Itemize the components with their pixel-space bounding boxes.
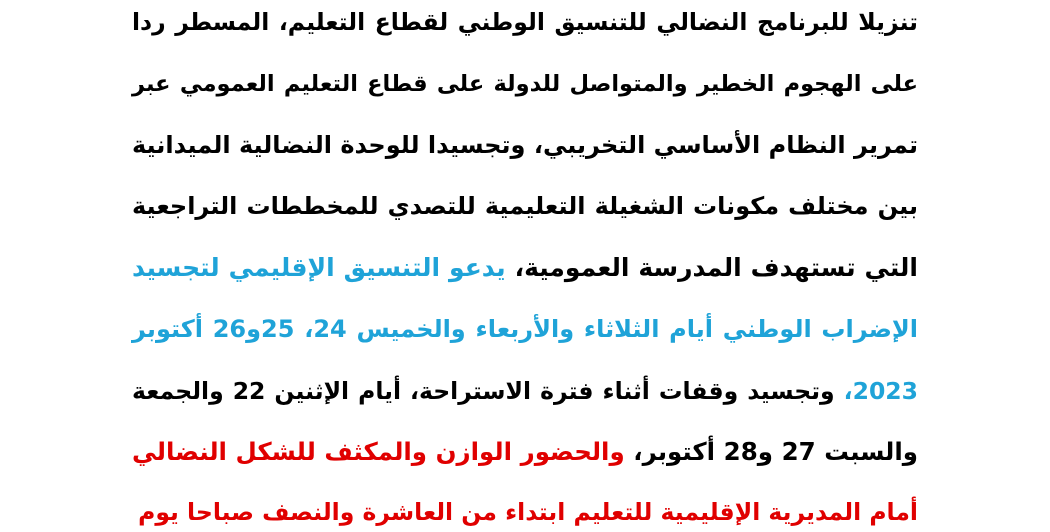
text-segment-highlight: الإضراب الوطني أيام الثلاثاء والأربعاء والخميس 24، 25و26 أكتوبر — [132, 315, 918, 343]
text-segment: تنزيلا للبرنامج النضالي للتنسيق الوطني لقطاع التعليم، المسطر ردا — [132, 8, 918, 36]
paragraph-line — [132, 248, 918, 288]
text-segment-highlight: يدعو التنسيق الإقليمي لتجسيد — [132, 253, 506, 282]
paragraph-line — [132, 125, 918, 165]
paragraph-line — [132, 432, 918, 472]
text-segment: بين مختلف مكونات الشغيلة التعليمية للتصدي للمخططات التراجعية — [132, 192, 918, 220]
paragraph-line — [132, 309, 918, 349]
text-segment: والسبت 27 و28 أكتوبر، — [624, 437, 918, 466]
paragraph-line — [132, 64, 918, 104]
paragraph-line — [132, 186, 918, 226]
paragraph-line — [132, 492, 918, 532]
text-segment-highlight: 2023، — [843, 377, 919, 405]
text-segment-emphasis: والحضور الوازن والمكثف للشكل النضالي — [132, 437, 625, 466]
text-segment-emphasis: أمام المديرية الإقليمية للتعليم ابتداء من العاشرة والنصف صباحا يوم — [138, 498, 918, 526]
paragraph-line — [132, 2, 918, 42]
text-segment: على الهجوم الخطير والمتواصل للدولة على قطاع التعليم العمومي عبر — [132, 71, 918, 97]
text-segment: وتجسيد وقفات أثناء فترة الاستراحة، أيام الإثنين 22 والجمعة — [132, 377, 844, 405]
paragraph-line — [132, 371, 918, 411]
text-segment: تمرير النظام الأساسي التخريبي، وتجسيدا للوحدة النضالية الميدانية — [132, 131, 918, 159]
text-segment: التي تستهدف المدرسة العمومية، — [505, 253, 918, 282]
